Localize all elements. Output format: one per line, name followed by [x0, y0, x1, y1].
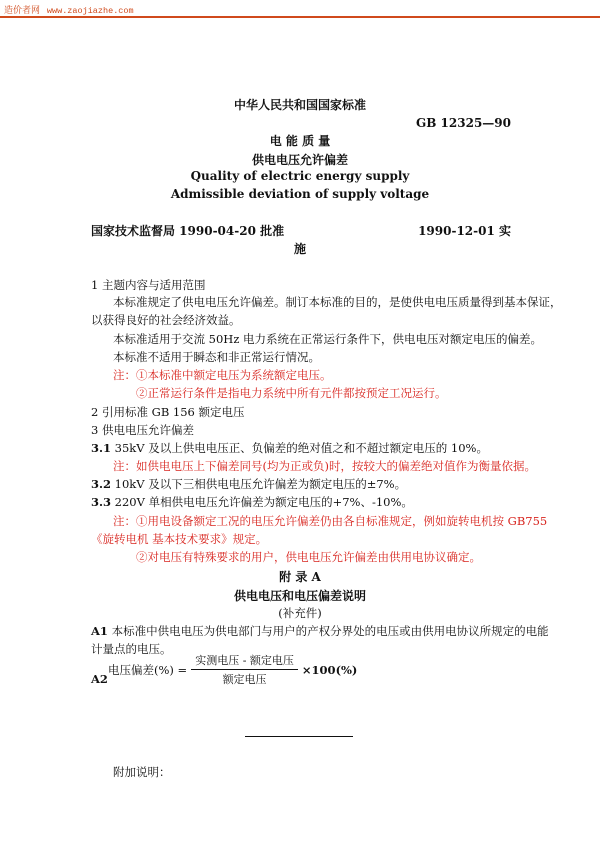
formula-numerator: 实测电压 - 额定电压 — [191, 652, 298, 670]
voltage-deviation-formula — [108, 652, 357, 687]
section1-note2: ②正常运行条件是指电力系统中所有元件都按预定工况运行。 — [136, 386, 447, 400]
section1-p3: 本标准不适用于瞬态和非正常运行情况。 — [113, 350, 320, 364]
appendix-a2-number: A2 — [91, 672, 108, 686]
title-cn: 电 能 质 量 — [269, 134, 331, 148]
appendix-a1-line2: 计量点的电压。 — [91, 642, 172, 656]
clause-3-3-note-line1: 注：①用电设备额定工况的电压允许偏差仍由各自标准规定，例如旋转电机按 GB755 — [113, 514, 548, 528]
section1-note1: 注：①本标准中额定电压为系统额定电压。 — [113, 368, 332, 382]
site-name: 造价者网 — [4, 6, 41, 16]
appendix-title: 供电电压和电压偏差说明 — [233, 589, 366, 603]
appendix-a1-line1 — [91, 623, 549, 639]
section3-heading: 3 供电电压允许偏差 — [91, 423, 194, 437]
clause-3-2-text: 10kV 及以下三相供电电压允许偏差为额定电压的±7%。 — [114, 477, 407, 491]
clause-3-2 — [91, 476, 406, 492]
subtitle-cn: 供电电压允许偏差 — [251, 153, 348, 167]
end-divider — [245, 736, 353, 737]
clause-3-1-note: 注：如供电电压上下偏差同号(均为正或负)时，按较大的偏差绝对值作为衡量依据。 — [113, 459, 536, 473]
clause-3-1 — [91, 440, 488, 456]
clause-3-3-text: 220V 单相供电电压允许偏差为额定电压的+7%、-10%。 — [114, 495, 413, 509]
clause-3-3-note-line2: 《旋转电机 基本技术要求》规定。 — [91, 532, 268, 546]
additional-notes-label: 附加说明： — [113, 765, 171, 779]
standard-heading: 中华人民共和国国家标准 — [233, 98, 366, 112]
section1-p1-line1: 本标准规定了供电电压允许偏差。制订本标准的目的，是使供电电压质量得到基本保证， — [113, 295, 562, 309]
clause-3-3 — [91, 494, 413, 510]
appendix-a1-text: 本标准中供电电压为供电部门与用户的产权分界处的电压或由供用电协议所规定的电能 — [111, 624, 549, 638]
approval-line: 国家技术监督局 1990-04-20 批准 — [91, 224, 285, 238]
title-en: Quality of electric energy supply — [190, 169, 410, 183]
formula-lhs: 电压偏差(%) = — [108, 662, 188, 677]
section1-p2: 本标准适用于交流 50Hz 电力系统在正常运行条件下，供电电压对额定电压的偏差。 — [113, 332, 543, 346]
section1-heading: 1 主题内容与适用范围 — [91, 278, 206, 292]
formula-fraction — [191, 652, 298, 687]
clause-3-2-number: 3.2 — [91, 477, 112, 491]
header-rule — [0, 16, 600, 18]
subtitle-en: Admissible deviation of supply voltage — [170, 187, 430, 201]
site-header — [4, 3, 134, 16]
site-url[interactable]: www.zaojiazhe.com — [46, 6, 134, 16]
standard-code: GB 12325—90 — [415, 116, 511, 130]
clause-3-3-note-line3: ②对电压有特殊要求的用户，供电电压允许偏差由供用电协议确定。 — [136, 550, 481, 564]
appendix-a1-number: A1 — [91, 624, 108, 638]
clause-3-3-number: 3.3 — [91, 495, 112, 509]
formula-rhs: ×100(%) — [301, 662, 358, 677]
effective-date-wrap: 施 — [293, 242, 306, 256]
clause-3-1-number: 3.1 — [91, 441, 112, 455]
clause-3-1-text: 35kV 及以上供电电压正、负偏差的绝对值之和不超过额定电压的 10%。 — [114, 441, 488, 455]
section1-p1-line2: 以获得良好的社会经济效益。 — [91, 313, 241, 327]
section2-heading: 2 引用标准 GB 156 额定电压 — [91, 405, 245, 419]
appendix-label: 附 录 A — [279, 570, 321, 584]
appendix-type: (补充件) — [278, 606, 322, 620]
effective-date: 1990-12-01 实 — [418, 224, 511, 238]
formula-denominator: 额定电压 — [222, 673, 267, 686]
